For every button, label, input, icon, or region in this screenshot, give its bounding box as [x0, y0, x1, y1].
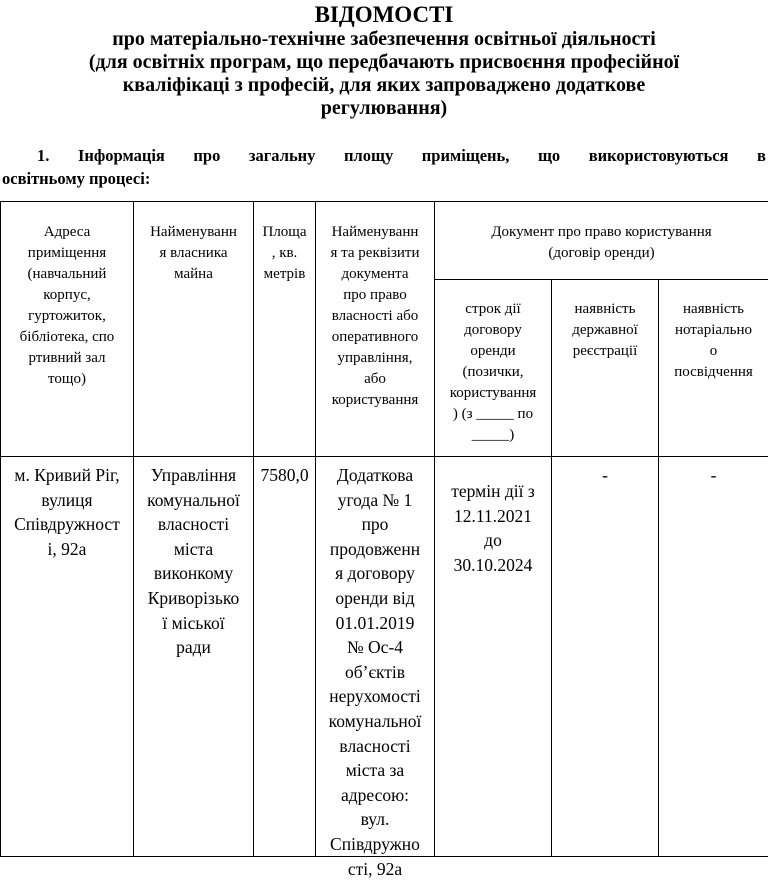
- heading-word: про: [193, 146, 221, 165]
- row-state-registration: -: [602, 465, 608, 485]
- document-subtitle-line: про матеріально-технічне забезпечення освітньої діяльності: [112, 28, 656, 50]
- row-document: Додаткова угода № 1 про продовженн я договору оренди від 01.01.2019 № Ос-4 об’єктів нерухомості комунальної власності міста за адресою: вул. Співдружно сті, 92а: [328, 465, 422, 879]
- header-right-of-use-document: Документ про право користування (договір оренди): [491, 224, 712, 261]
- document-subtitle-line: (для освітніх програм, що передбачають присвоєння професійної: [88, 51, 680, 73]
- row-notarization: -: [710, 465, 717, 485]
- document-subtitle-line: регулювання): [320, 97, 448, 119]
- table-border-top: [0, 201, 768, 202]
- document-title-block: [0, 2, 768, 120]
- header-lease-term: строк дії договору оренди (позички, користування ) (з _____ по _____): [449, 301, 537, 443]
- document-title: ВІДОМОСТІ: [314, 2, 454, 27]
- header-state-registration: наявність державної реєстрації: [572, 301, 638, 359]
- header-address: Адреса приміщення (навчальний корпус, гуртожиток, бібліотека, спо ртивний зал тощо): [19, 224, 115, 387]
- table-column-divider: [253, 201, 254, 857]
- section-heading-line: освітньому процесі:: [2, 169, 151, 188]
- heading-word: площу: [344, 146, 394, 165]
- section-heading: [0, 144, 766, 190]
- row-address: м. Кривий Ріг, вулиця Співдружност і, 92а: [14, 465, 120, 559]
- heading-word: приміщень,: [421, 146, 510, 165]
- heading-word: в: [757, 146, 766, 165]
- header-notarization: наявність нотаріально о посвідчення: [674, 301, 753, 380]
- section-heading-line: [0, 144, 766, 167]
- table-divider: [434, 279, 768, 280]
- heading-word: загальну: [248, 146, 316, 165]
- header-owner: Найменуванн я власника майна: [150, 224, 237, 282]
- document-subtitle-line: кваліфікаці з професій, для яких запроваджено додаткове: [122, 74, 646, 96]
- header-document-name: Найменуванн я та реквізити документа про право власності або оперативного управління, або користування: [330, 224, 420, 408]
- header-area: Площа , кв. метрів: [262, 224, 307, 282]
- table-divider: [0, 456, 768, 457]
- heading-word: використовуються: [588, 146, 729, 165]
- row-lease-term: термін дії з 12.11.2021 до 30.10.2024: [451, 481, 535, 575]
- row-owner: Управління комунальної власності міста виконкому Криворізько ї міської ради: [147, 465, 240, 658]
- heading-word: Інформація: [77, 146, 165, 165]
- row-area: 7580,0: [260, 465, 309, 485]
- table-column-divider: [551, 279, 552, 857]
- heading-word: 1.: [37, 146, 50, 165]
- heading-word: що: [537, 146, 561, 165]
